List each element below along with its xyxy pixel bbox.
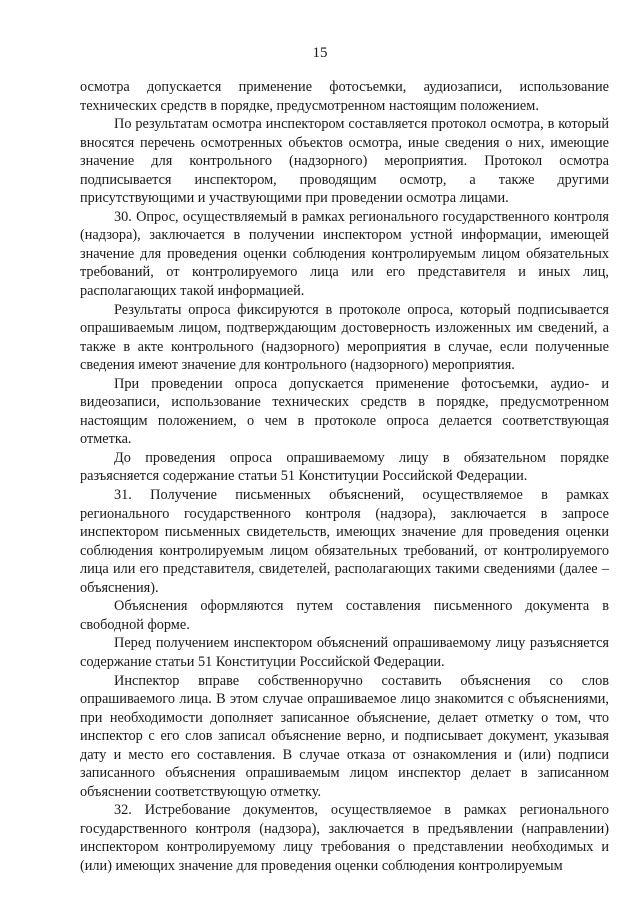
paragraph: осмотра допускается применение фотосъемки, аудиозаписи, использование технических средств в порядке, предусмотренном настоящим положением. <box>80 79 609 114</box>
paragraph: Перед получением инспектором объяснений опрашиваемому лицу разъясняется содержание статьи 51 Конституции Российской Федерации. <box>80 635 609 670</box>
paragraph: 32. Истребование документов, осуществляемое в рамках регионального государственного контроля (надзора), заключается в предъявлении (направлении) инспектором контролируемому лицу требования о представлении необходимых и (или) имеющих значение для проведения оценки соблюдения контролируемым <box>80 802 609 874</box>
paragraph: Объяснения оформляются путем составления письменного документа в свободной форме. <box>80 598 609 633</box>
document-body <box>80 78 609 876</box>
paragraph: Инспектор вправе собственноручно составить объяснения со слов опрашиваемого лица. В этом случае опрашиваемое лицо знакомится с объяснениями, при необходимости дополняет записанное объяснение, делает отметку о том, что инспектор с его слов записал объяснение верно, и подписывает документ, указывая дату и место его составления. В случае отказа от ознакомления и (или) подписи записанного объяснения опрашиваемым лицом инспектор делает в записанном объяснении соответствующую отметку. <box>80 672 609 800</box>
paragraph: 30. Опрос, осуществляемый в рамках регионального государственного контроля (надзора), заключается в получении инспектором устной информации, имеющей значение для проведения оценки соблюдения контролируемым лицом обязательных требований, от контролируемого лица или его представителя и иных лиц, располагающих такой информацией. <box>80 208 609 300</box>
paragraph: По результатам осмотра инспектором составляется протокол осмотра, в который вносятся перечень осмотренных объектов осмотра, иные сведения о них, имеющие значение для контрольного (надзорного) мероприятия. Протокол осмотра подписывается инспектором, проводящим осмотр, а также другими присутствующими и участвующими при проведении осмотра лицами. <box>80 116 609 207</box>
paragraph: До проведения опроса опрашиваемому лицу в обязательном порядке разъясняется содержание статьи 51 Конституции Российской Федерации. <box>80 449 609 485</box>
paragraph: Результаты опроса фиксируются в протоколе опроса, который подписывается опрашиваемым лицом, подтверждающим достоверность изложенных им сведений, а также в акте контрольного (надзорного) мероприятия в случае, если полученные сведения имеют значение для контрольного (надзорного) мероприятия. <box>80 301 609 374</box>
page-number: 15 <box>312 45 328 61</box>
paragraph: 31. Получение письменных объяснений, осуществляемое в рамках регионального государственного контроля (надзора), заключается в запросе инспектором письменных свидетельств, имеющих значение для проведения оценки соблюдения контролируемым лицом обязательных требований, от контролируемого лица или его представителя, свидетелей, располагающих такими сведениями (далее – объяснения). <box>80 487 609 596</box>
paragraph: При проведении опроса допускается применение фотосъемки, аудио- и видеозаписи, использование технических средств в порядке, предусмотренном настоящим положением, о чем в протоколе опроса делается соответствующая отметка. <box>80 375 609 448</box>
